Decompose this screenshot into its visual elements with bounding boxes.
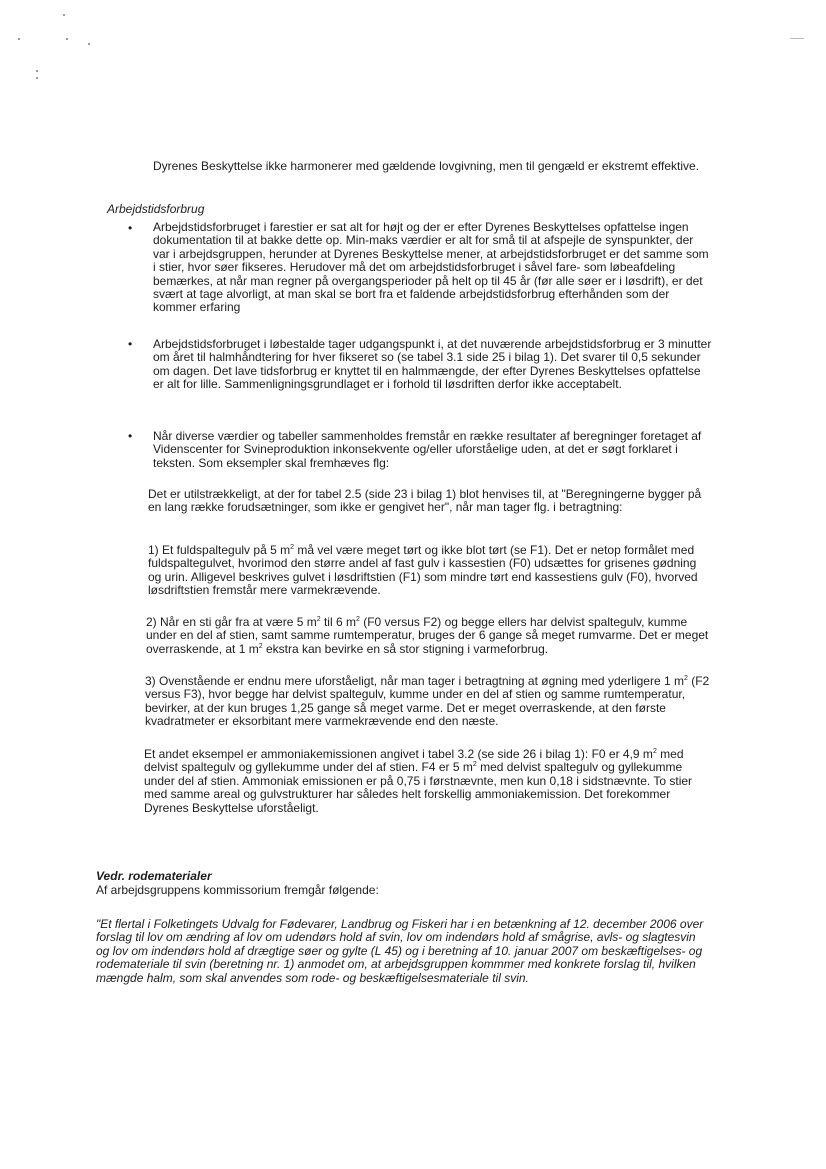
scan-speck bbox=[66, 38, 68, 40]
text-part: med delvist spaltegulv og gyllekumme under del af stien. Ammoniak emissionen er på 0,75 i førstnævnte, men kun 0,18 i sidstnævnte. To stier med samme areal og gulvstrukturer har således helt forskellig ammoniakemission. Det forekommer Dyrenes Beskyttelse uforståeligt. bbox=[144, 760, 693, 815]
section-rodematerialer-heading bbox=[96, 870, 396, 883]
text-part: (F2 versus F3), hvor begge har delvist spaltegulv, kumme under en del af stien og samme rumtemperatur, bevirker, at der kun bruges 1,25 gange så meget varme. Det er meget overraskende, at den første kvadratmeter er eksorbitant mere varmekrævende end den næste. bbox=[145, 674, 710, 729]
superscript: 2 bbox=[355, 616, 360, 623]
text-part: ekstra kan bevirke en så stor stigning i varmeforbrug. bbox=[262, 641, 549, 656]
example-1 bbox=[148, 544, 710, 598]
text-part: med delvist spaltegulv og gyllekumme under del af stien. F4 er 5 m bbox=[144, 747, 684, 775]
example-3 bbox=[145, 675, 710, 729]
example-text bbox=[145, 675, 710, 729]
example-text bbox=[148, 544, 710, 598]
superscript: 2 bbox=[652, 748, 657, 755]
bullet-marker: • bbox=[128, 337, 133, 351]
quote-text: "Et flertal i Folketingets Udvalg for Fødevarer, Landbrug og Fiskeri har i en betænkning af 12. december 2006 over forslag til lov om ændring af lov om udendørs hold af svin, lov om indendørs hold af smågrise, avls- og slagtesvin og lov om indendørs hold af drægtige søer og gylte (L 45) og i beretning af 10. januar 2007 om beskæftigelses- og rodemateriale til svin (beretning nr. 1) anmodet om, at arbejdsgruppen kommmer med konkrete forslag til, hvilken mængde halm, som skal anvendes som rode- og beskæftigelsesmateriale til svin. bbox=[96, 917, 704, 985]
scan-speck bbox=[36, 77, 38, 79]
text-part: 3) Ovenstående er endnu mere uforståeligt, når man tager i betragtning at øgning med yderligere 1 m bbox=[145, 674, 684, 688]
bullet-text: Arbejdstidsforbruget i farestier er sat alt for højt og der er efter Dyrenes Beskyttelses opfattelse ingen dokumentation til at bakke dette op. Min-maks værdier er alt for små til at afspejle de synspunkter, der var i arbejdsgruppen, herunder at Dyrenes Beskyttelse mener, at arbejdstidsforbruget er det samme som i stier, hvor søer fikseres. Herudover må det om arbejdstidsforbruget i såvel fare- som løbeafdeling bemærkes, at når man regner på overgangsperioder på helt op til 45 år (før alle søer er i løsdrift), er det svært at tage alvorligt, at man skal se bort fra et faldende arbejdstidsforbrug efterhånden som der kommer erfaring bbox=[153, 220, 709, 315]
section-rodematerialer-lead bbox=[96, 884, 696, 897]
text-part: Et andet eksempel er ammoniakemissionen angivet i tabel 3.2 (se side 26 i bilag 1): F0 er 4,9 m bbox=[144, 747, 653, 761]
intro-paragraph bbox=[153, 160, 713, 173]
bullet-marker: • bbox=[128, 429, 133, 443]
bullet-item-1 bbox=[153, 221, 713, 315]
example-2 bbox=[146, 616, 710, 656]
superscript: 2 bbox=[258, 642, 263, 650]
scan-speck bbox=[88, 43, 90, 45]
bullet-item-2 bbox=[153, 338, 713, 392]
text-part: må vel være meget tørt og ikke blot tørt (se F1). Det er netop formålet med fuldspaltegulvet, hvorimod den større andel af fast gulv i kassestien (F0) udsættes for grisenes gødning og urin. Alligevel beskrives gulvet i løsdriftstien (F1) som mindre tørt end kassestiens gulv (F0), hvorved løsdriftstien fremstår mere varmekrævende. bbox=[148, 543, 698, 598]
scan-speck bbox=[36, 70, 38, 72]
section-arbejdstid-heading bbox=[107, 203, 407, 216]
intro-text: Dyrenes Beskyttelse ikke harmonerer med gældende lovgivning, men til gengæld er ekstremt effektive. bbox=[153, 159, 700, 173]
text-part: (F0 versus F2) og begge ellers har delvist spaltegulv, kumme under en del af stien, samt samme rumtemperatur, bruges der 6 gange så meget rumvarme. Det er meget overraskende, at 1 m bbox=[146, 615, 709, 656]
bullet-marker: • bbox=[128, 221, 133, 235]
example-ammoniak bbox=[144, 748, 712, 815]
scan-speck bbox=[790, 38, 804, 39]
lead-text: Af arbejdsgruppens kommissorium fremgår følgende: bbox=[96, 883, 379, 897]
section-heading: Arbejdstidsforbrug bbox=[107, 202, 205, 216]
scan-speck bbox=[18, 38, 20, 40]
text-part: 1) Et fuldspaltegulv på 5 m bbox=[148, 543, 291, 557]
paragraph-text: Det er utilstrækkeligt, at der for tabel 2.5 (side 23 i bilag 1) blot henvises til, at "Beregningerne bygger på en lang række forudsætninger, som ikke er gengivet her", når man tager flg. i betragtning: bbox=[148, 487, 702, 515]
superscript: 2 bbox=[290, 544, 294, 551]
example-text bbox=[144, 748, 712, 815]
paragraph-tabel-2-5 bbox=[148, 488, 710, 515]
example-text bbox=[146, 616, 710, 656]
scan-speck bbox=[63, 14, 65, 16]
bullet-item-3 bbox=[153, 430, 713, 470]
superscript: 2 bbox=[683, 675, 688, 682]
text-part: 2) Når en sti går fra at være 5 m bbox=[146, 615, 317, 629]
superscript: 2 bbox=[472, 761, 477, 769]
text-part: til 6 m bbox=[320, 615, 356, 629]
bullet-text: Når diverse værdier og tabeller sammenholdes fremstår en række resultater af beregninger foretaget af Videnscenter for Svineproduktion inkonsekvente og/eller uforståelige uden, at det er søgt forklaret i teksten. Som eksempler skal fremhæves flg: bbox=[153, 429, 702, 470]
section-heading: Vedr. rodematerialer bbox=[96, 869, 212, 883]
kommissorium-quote bbox=[96, 918, 708, 985]
superscript: 2 bbox=[316, 616, 321, 623]
bullet-text: Arbejdstidsforbruget i løbestalde tager udgangspunkt i, at det nuværende arbejdstidsforbrug er 3 minutter om året til halmhåndtering for hver fikseret so (se tabel 3.1 side 25 i bilag 1). Det svarer til 0,5 sekunder om dagen. Det lave tidsforbrug er knyttet til en halmmængde, der efter Dyrenes Beskyttelses opfattelse er alt for lille. Sammenligningsgrundlaget er i forhold til løsdriften derfor ikke acceptabelt. bbox=[153, 337, 712, 392]
